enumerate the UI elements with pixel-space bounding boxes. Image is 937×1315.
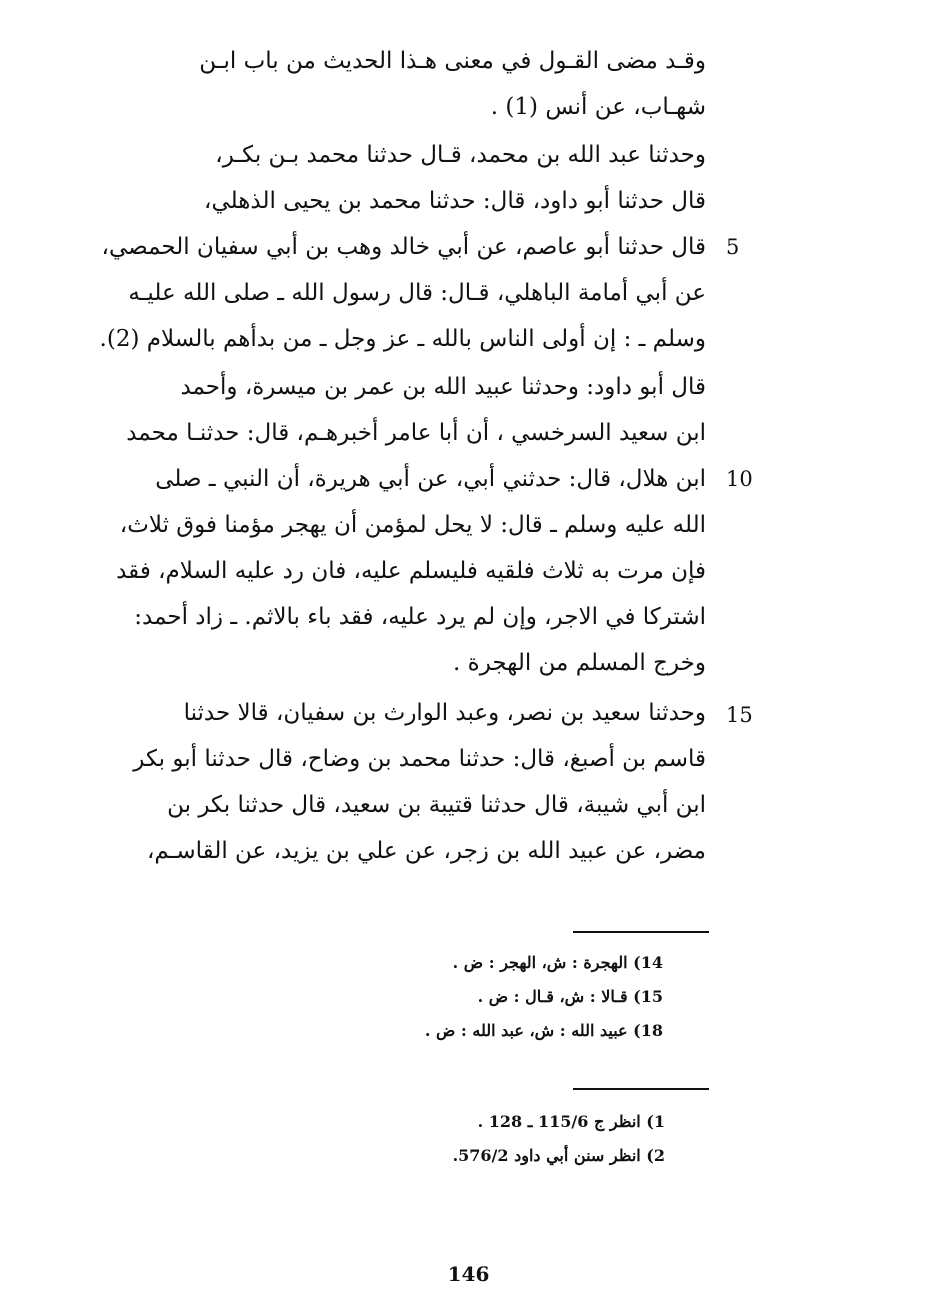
footnote-divider — [573, 931, 709, 933]
text-line: وقـد مضى القـول في معنى هـذا الحديث من باب ابـن — [199, 48, 706, 74]
line-number-15: 15 — [726, 703, 753, 727]
paragraph-3 — [46, 364, 706, 686]
paragraph-4 — [46, 690, 706, 874]
text-line: فإن مرت به ثلاث فلقيه فليسلم عليه، فان رد عليه السلام، فقد — [116, 558, 706, 584]
reference-note: 2) انظر سنن أبي داود 576/2. — [452, 1146, 665, 1165]
text-line: اشتركا في الاجر، وإن لم يرد عليه، فقد باء بالاثم. ـ زاد أحمد: — [134, 604, 706, 630]
text-line: ابن أبي شيبة، قال حدثنا قتيبة بن سعيد، قال حدثنا بكر بن — [167, 792, 706, 818]
text-line: قال أبو داود: وحدثنا عبيد الله بن عمر بن ميسرة، وأحمد — [180, 374, 706, 400]
page-number: 146 — [447, 1262, 490, 1286]
text-line: وحدثنا سعيد بن نصر، وعبد الوارث بن سفيان، قالا حدثنا — [183, 700, 706, 726]
text-line: عن أبي أمامة الباهلي، قـال: قال رسول الله ـ صلى الله عليـه — [128, 280, 706, 306]
variant-note: 15) قـالا : ش، قـال : ض . — [477, 987, 663, 1006]
variant-note: 14) الهجرة : ش، الهجر : ض . — [452, 953, 663, 972]
text-line: الله عليه وسلم ـ قال: لا يحل لمؤمن أن يهجر مؤمنا فوق ثلاث، — [119, 512, 706, 538]
paragraph-1 — [46, 38, 706, 130]
reference-notes — [225, 1105, 665, 1173]
variant-note: 18) عبيد الله : ش، عبد الله : ض . — [424, 1021, 663, 1040]
text-line: ابن سعيد السرخسي ، أن أبا عامر أخبرهـم، قال: حدثنـا محمد — [126, 420, 706, 446]
line-number-10: 10 — [726, 467, 753, 491]
text-line: قال حدثنا أبو داود، قال: حدثنا محمد بن يحيى الذهلي، — [204, 188, 706, 214]
text-line: مضر، عن عبيد الله بن زجر، عن علي بن يزيد، عن القاسـم، — [146, 838, 706, 864]
text-line: شهـاب، عن أنس (1) . — [490, 94, 706, 120]
text-line: وسلم ـ : إن أولى الناس بالله ـ عز وجل ـ من بدأهم بالسلام (2). — [99, 326, 706, 352]
reference-note: 1) انظر ج 115/6 ـ 128 . — [477, 1112, 665, 1131]
reference-divider — [573, 1088, 709, 1090]
line-number-5: 5 — [726, 235, 740, 259]
text-line: ابن هلال، قال: حدثني أبي، عن أبي هريرة، أن النبي ـ صلى — [155, 466, 706, 492]
text-line: وحدثنا عبد الله بن محمد، قـال حدثنا محمد بـن بكـر، — [215, 142, 706, 168]
variant-notes — [243, 946, 663, 1048]
text-line: قاسم بن أصبغ، قال: حدثنا محمد بن وضاح، قال حدثنا أبو بكر — [133, 746, 706, 772]
text-line: وخرج المسلم من الهجرة . — [453, 650, 706, 676]
paragraph-2 — [46, 132, 706, 362]
text-line: قال حدثنا أبو عاصم، عن أبي خالد وهب بن أبي سفيان الحمصي، — [101, 234, 706, 260]
